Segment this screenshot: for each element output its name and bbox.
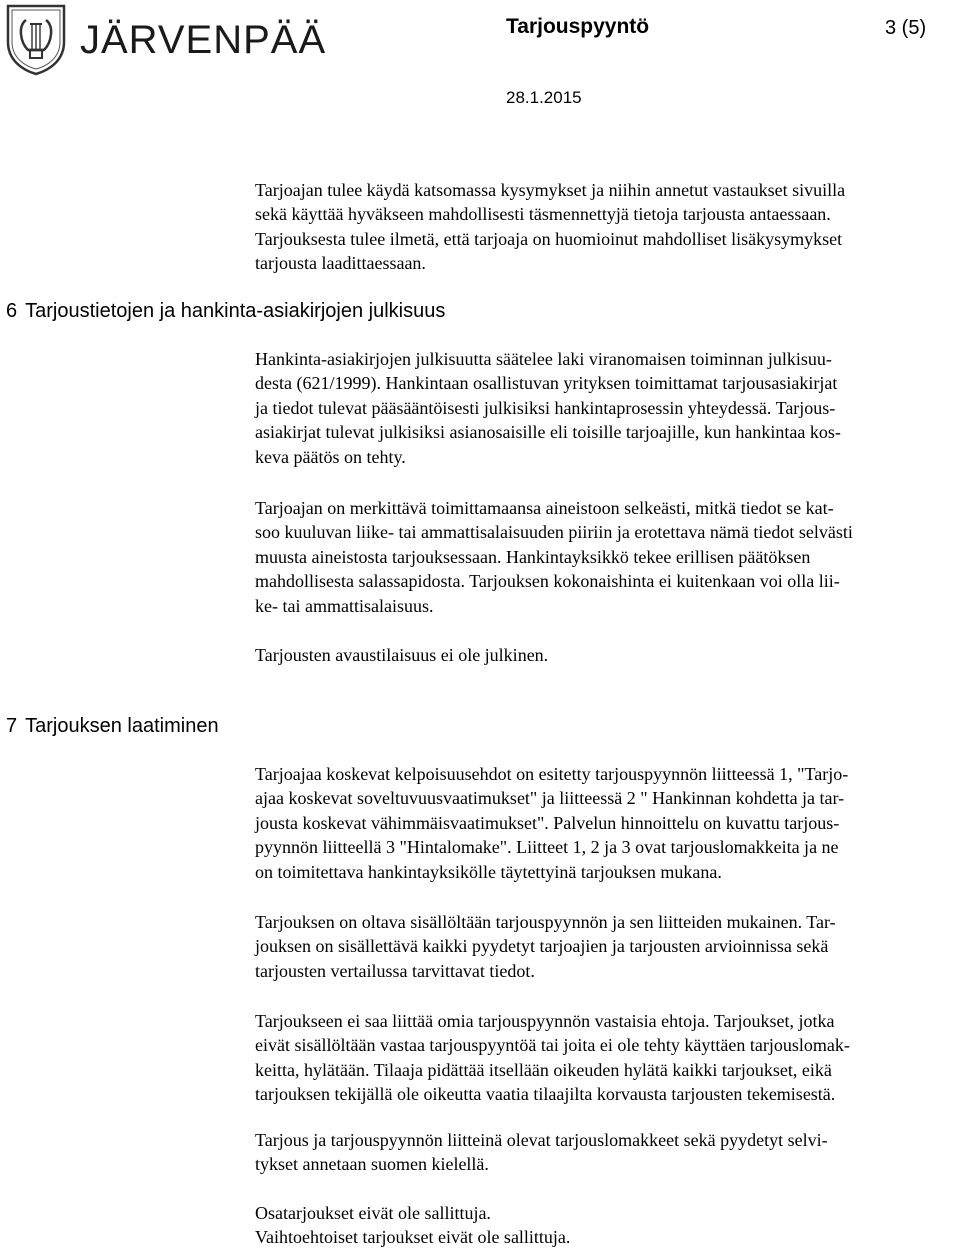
text-line: Tarjousten avaustilaisuus ei ole julkinen. [255,645,549,665]
text-line: tarjousten vertailussa tarvittavat tiedot. [255,960,535,981]
text-line: Tarjoajan tulee käydä katsomassa kysymykset ja niihin annetut vastaukset sivuilla [255,180,846,200]
section-6-paragraph-2 [255,496,955,618]
text-line: keva päätös on tehty. [255,446,406,467]
section-7-paragraph-1 [255,762,955,884]
section-7-paragraph-5 [255,1201,955,1250]
text-line: jousta koskevat vähimmäisvaatimukset". Palvelun hinnoittelu on kuvattu tarjous- [255,812,840,833]
text-line: Tarjouksesta tulee ilmetä, että tarjoaja on huomioinut mahdolliset lisäkysymykset [255,228,843,249]
page-number: 3 (5) [885,17,927,39]
section-number: 6 [6,300,18,322]
text-line: jouksen on sisällettävä kaikki pyydetyt tarjoajien ja tarjousten arvioinnissa sekä [255,936,829,957]
text-line: tykset annetaan suomen kielellä. [255,1154,489,1175]
text-line: desta (621/1999). Hankintaan osallistuvan yrityksen toimittamat tarjousasiakirjat [255,373,838,394]
section-6-heading [6,298,445,324]
text-line: asiakirjat tulevat julkisiksi asianosaisille eli toisille tarjoajille, kun hankintaa kos- [255,422,841,443]
text-line: tarjousta laadittaessaan. [255,253,426,274]
document-date: 28.1.2015 [506,88,582,107]
text-line: Tarjoajaa koskevat kelpoisuusehdot on esitetty tarjouspyynnön liitteessä 1, "Tarjo- [255,764,849,784]
intro-paragraph [255,178,955,276]
text-line: Tarjoajan on merkittävä toimittamaansa aineistoon selkeästi, mitkä tiedot se kat- [255,498,834,518]
text-line: pyynnön liitteellä 3 "Hintalomake". Liitteet 1, 2 ja 3 ovat tarjouslomakkeita ja ne [255,837,839,858]
section-number: 7 [6,715,18,737]
text-line: ja tiedot tulevat pääsääntöisesti julkisiksi hankintaprosessin yhteydessä. Tarjous- [255,397,836,418]
section-6-paragraph-3 [255,643,955,667]
section-title: Tarjouksen laatiminen [25,715,219,737]
text-line: ke- tai ammattisalaisuus. [255,595,434,616]
text-line: keitta, hylätään. Tilaaja pidättää itsellään oikeuden hylätä kaikki tarjoukset, eikä [255,1059,832,1080]
text-line: muusta aineistosta tarjouksessaan. Hankintayksikkö tekee erillisen päätöksen [255,546,811,567]
section-6-paragraph-1 [255,347,955,469]
section-7-paragraph-4 [255,1128,955,1177]
text-line: eivät sisällöltään vastaa tarjouspyyntöä tai joita ei ole tehty käyttäen tarjouslomak- [255,1035,850,1056]
text-line: tarjouksen tekijällä ole oikeutta vaatia tilaajilta korvausta tarjousten tekemisestä. [255,1084,836,1105]
coat-of-arms-icon [4,2,68,76]
text-line: soo kuuluvan liike- tai ammattisalaisuuden piiriin ja erotettava nämä tiedot selvästi [255,522,853,543]
text-line: Vaihtoehtoiset tarjoukset eivät ole sallittuja. [255,1227,571,1248]
text-line: Hankinta-asiakirjojen julkisuutta säätelee laki viranomaisen toiminnan julkisuu- [255,349,832,369]
section-7-paragraph-2 [255,910,955,983]
text-line: sekä käyttää hyväkseen mahdollisesti täsmennettyjä tietoja tarjousta antaessaan. [255,204,831,225]
text-line: mahdollisesta salassapidosta. Tarjouksen kokonaishinta ei kuitenkaan voi olla lii- [255,571,840,592]
logo-wordmark: JÄRVENPÄÄ [80,18,327,62]
section-7-heading [6,713,219,739]
text-line: ajaa koskevat soveltuvuusvaatimukset" ja liitteessä 2 " Hankinnan kohdetta ja tar- [255,788,845,809]
section-title: Tarjoustietojen ja hankinta-asiakirjojen julkisuus [25,300,446,322]
section-7-paragraph-3 [255,1009,955,1107]
text-line: Tarjous ja tarjouspyynnön liitteinä olevat tarjouslomakkeet sekä pyydetyt selvi- [255,1130,828,1150]
text-line: on toimitettava hankintayksikölle täytettyinä tarjouksen mukana. [255,861,722,882]
document-title: Tarjouspyyntö [506,15,650,38]
municipality-logo [0,0,327,78]
text-line: Tarjouksen on oltava sisällöltään tarjouspyynnön ja sen liitteiden mukainen. Tar- [255,912,836,932]
text-line: Osatarjoukset eivät ole sallittuja. [255,1203,491,1223]
text-line: Tarjoukseen ei saa liittää omia tarjouspyynnön vastaisia ehtoja. Tarjoukset, jotka [255,1011,835,1031]
